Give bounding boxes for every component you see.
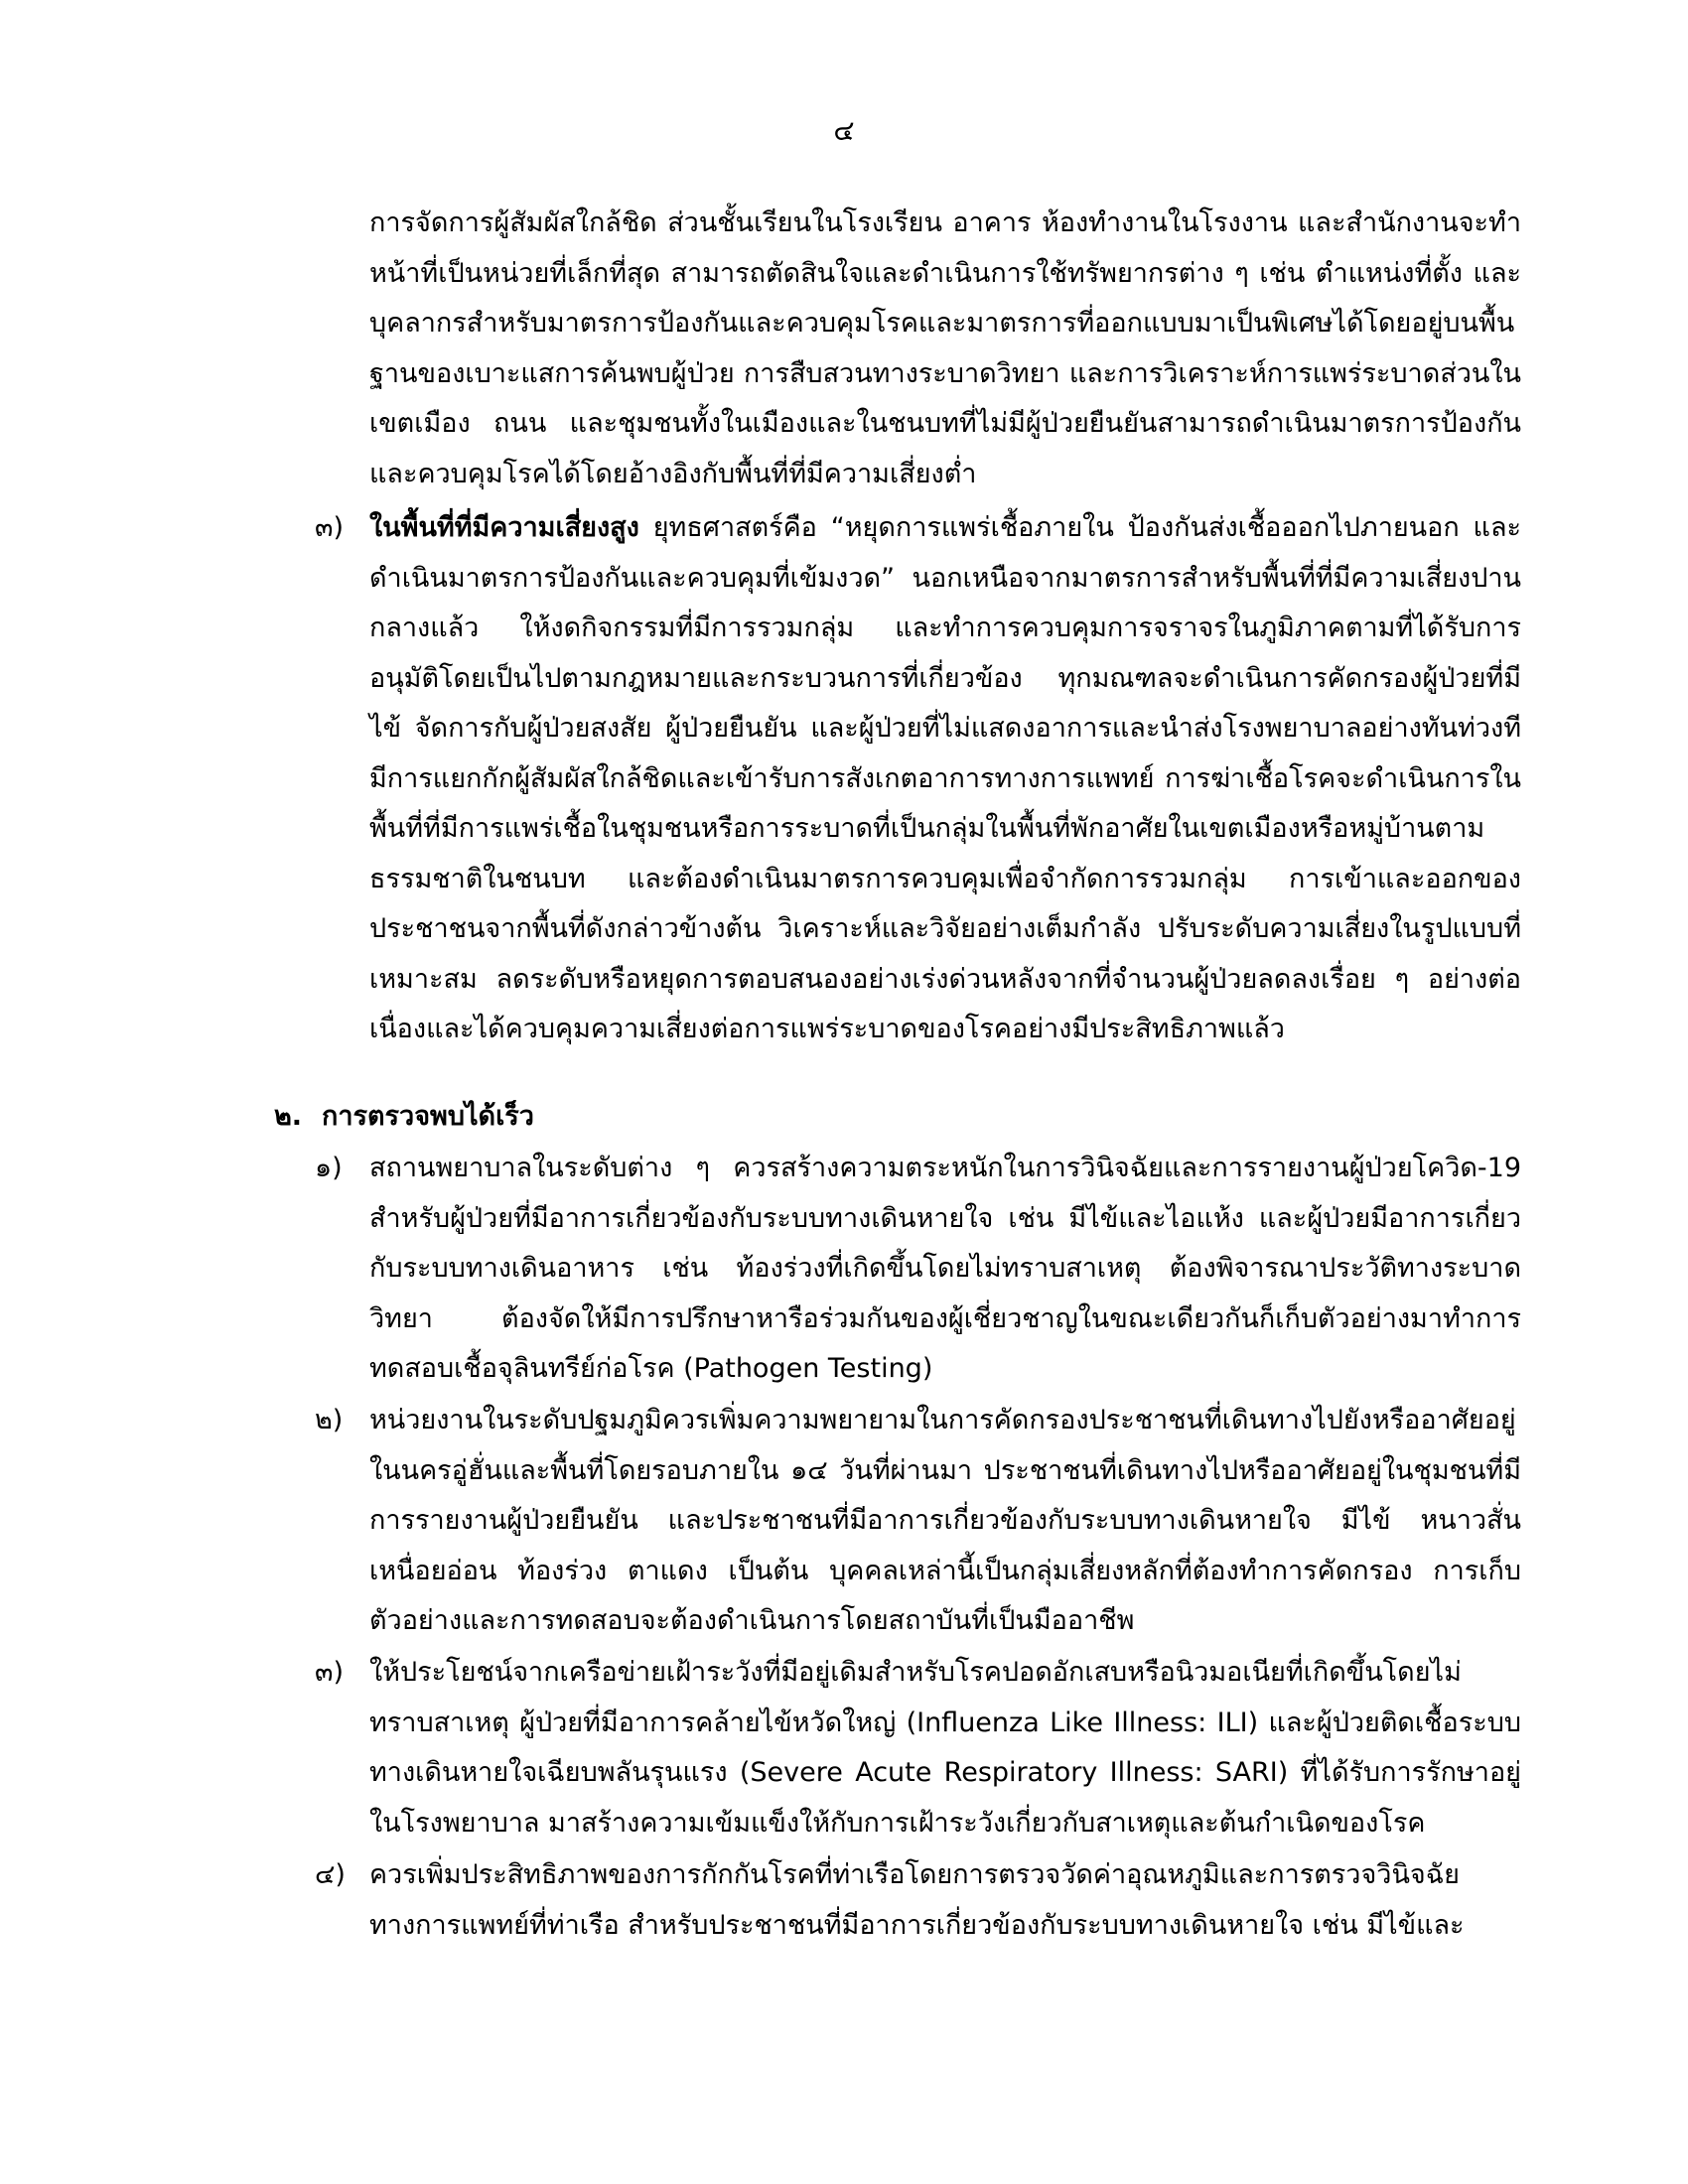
- list-item-text: สถานพยาบาลในระดับต่าง ๆ ควรสร้างความตระหนักในการวินิจฉัยและการรายงานผู้ป่วยโควิด-19 สำหรับผู้ป่วยที่มีอาการเกี่ยวข้องกับระบบทางเดินหายใจ เช่น มีไข้และไอแห้ง และผู้ป่วยมีอาการเกี่ยวกับระบบทางเดินอาหาร เช่น ท้องร่วงที่เกิดขึ้นโดยไม่ทราบสาเหตุ ต้องพิจารณาประวัติทางระบาดวิทยา ต้องจัดให้มีการปรึกษาหารือร่วมกันของผู้เชี่ยวชาญในขณะเดียวกันก็เก็บตัวอย่างมาทำการทดสอบเชื้อจุลินทรีย์ก่อโรค (Pathogen Testing): [369, 1153, 1521, 1384]
- page-number: ๔: [833, 114, 855, 147]
- list-item: [315, 1144, 1521, 1395]
- list-item-number: ๒): [315, 1405, 344, 1435]
- list-item: [315, 1396, 1521, 1647]
- list-item-high-risk: [315, 503, 1521, 1055]
- list-item-text: ให้ประโยชน์จากเครือข่ายเฝ้าระวังที่มีอยู่เดิมสำหรับโรคปอดอักเสบหรือนิวมอเนียที่เกิดขึ้นโดยไม่ทราบสาเหตุ ผู้ป่วยที่มีอาการคล้ายไข้หวัดใหญ่ (Influenza Like Illness: ILI) และผู้ป่วยติดเชื้อระบบทางเดินหายใจเฉียบพลันรุนแรง (Severe Acute Respiratory Illness: SARI) ที่ได้รับการรักษาอยู่ในโรงพยาบาล มาสร้างความเข้มแข็งให้กับการเฝ้าระวังเกี่ยวกับสาเหตุและต้นกำเนิดของโรค: [369, 1657, 1521, 1839]
- list-item-number: ๔): [315, 1859, 346, 1890]
- list-item: [315, 1648, 1521, 1848]
- list-item-number: ๓): [315, 1657, 344, 1688]
- high-risk-lead: ในพื้นที่ที่มีความเสี่ยงสูง: [369, 512, 639, 543]
- list-item: [315, 1850, 1521, 1951]
- section-title: การตรวจพบได้เร็ว: [322, 1101, 534, 1132]
- list-item-number: ๑): [315, 1153, 343, 1183]
- list-item-text: หน่วยงานในระดับปฐมภูมิควรเพิ่มความพยายามในการคัดกรองประชาชนที่เดินทางไปยังหรืออาศัยอยู่ในนครอู่ฮั่นและพื้นที่โดยรอบภายใน ๑๔ วันที่ผ่านมา ประชาชนที่เดินทางไปหรืออาศัยอยู่ในชุมชนที่มีการรายงานผู้ป่วยยืนยัน และประชาชนที่มีอาการเกี่ยวข้องกับระบบทางเดินหายใจ มีไข้ หนาวสั่น เหนื่อยอ่อน ท้องร่วง ตาแดง เป็นต้น บุคคลเหล่านี้เป็นกลุ่มเสี่ยงหลักที่ต้องทำการคัดกรอง การเก็บตัวอย่างและการทดสอบจะต้องดำเนินการโดยสถาบันที่เป็นมืออาชีพ: [369, 1405, 1521, 1636]
- section-heading: [274, 1092, 534, 1142]
- high-risk-text: ยุทธศาสตร์คือ “หยุดการแพร่เชื้อภายใน ป้องกันส่งเชื้อออกไปภายนอก และดำเนินมาตรการป้องกันและควบคุมที่เข้มงวด” นอกเหนือจากมาตรการสำหรับพื้นที่ที่มีความเสี่ยงปานกลางแล้ว ให้งดกิจกรรมที่มีการรวมกลุ่ม และทำการควบคุมการจราจรในภูมิภาคตามที่ได้รับการอนุมัติโดยเป็นไปตามกฎหมายและกระบวนการที่เกี่ยวข้อง ทุกมณฑลจะดำเนินการคัดกรองผู้ป่วยที่มีไข้ จัดการกับผู้ป่วยสงสัย ผู้ป่วยยืนยัน และผู้ป่วยที่ไม่แสดงอาการและนำส่งโรงพยาบาลอย่างทันท่วงที มีการแยกกักผู้สัมผัสใกล้ชิดและเข้ารับการสังเกตอาการทางการแพทย์ การฆ่าเชื้อโรคจะดำเนินการในพื้นที่ที่มีการแพร่เชื้อในชุมชนหรือการระบาดที่เป็นกลุ่มในพื้นที่พักอาศัยในเขตเมืองหรือหมู่บ้านตามธรรมชาติในชนบท และต้องดำเนินมาตรการควบคุมเพื่อจำกัดการรวมกลุ่ม การเข้าและออกของประชาชนจากพื้นที่ดังกล่าวข้างต้น วิเคราะห์และวิจัยอย่างเต็มกำลัง ปรับระดับความเสี่ยงในรูปแบบที่เหมาะสม ลดระดับหรือหยุดการตอบสนองอย่างเร่งด่วนหลังจากที่จำนวนผู้ป่วยลดลงเรื่อย ๆ อย่างต่อเนื่องและได้ควบคุมความเสี่ยงต่อการแพร่ระบาดของโรคอย่างมีประสิทธิภาพแล้ว: [369, 512, 1521, 1044]
- section-number: ๒.: [274, 1101, 303, 1132]
- list-item-number: ๓): [315, 512, 344, 543]
- list-item-text: ควรเพิ่มประสิทธิภาพของการกักกันโรคที่ท่าเรือโดยการตรวจวัดค่าอุณหภูมิและการตรวจวินิจฉัยทางการแพทย์ที่ท่าเรือ สำหรับประชาชนที่มีอาการเกี่ยวข้องกับระบบทางเดินหายใจ เช่น มีไข้และ: [369, 1859, 1465, 1941]
- intro-paragraph: การจัดการผู้สัมผัสใกล้ชิด ส่วนชั้นเรียนในโรงเรียน อาคาร ห้องทำงานในโรงงาน และสำนักงานจะทำหน้าที่เป็นหน่วยที่เล็กที่สุด สามารถตัดสินใจและดำเนินการใช้ทรัพยากรต่าง ๆ เช่น ตำแหน่งที่ตั้ง และบุคลากรสำหรับมาตรการป้องกันและควบคุมโรคและมาตรการที่ออกแบบมาเป็นพิเศษได้โดยอยู่บนพื้นฐานของเบาะแสการค้นพบผู้ป่วย การสืบสวนทางระบาดวิทยา และการวิเคราะห์การแพร่ระบาดส่วนในเขตเมือง ถนน และชุมชนทั้งในเมืองและในชนบทที่ไม่มีผู้ป่วยยืนยันสามารถดำเนินมาตรการป้องกันและควบคุมโรคได้โดยอ้างอิงกับพื้นที่ที่มีความเสี่ยงต่ำ: [369, 207, 1521, 489]
